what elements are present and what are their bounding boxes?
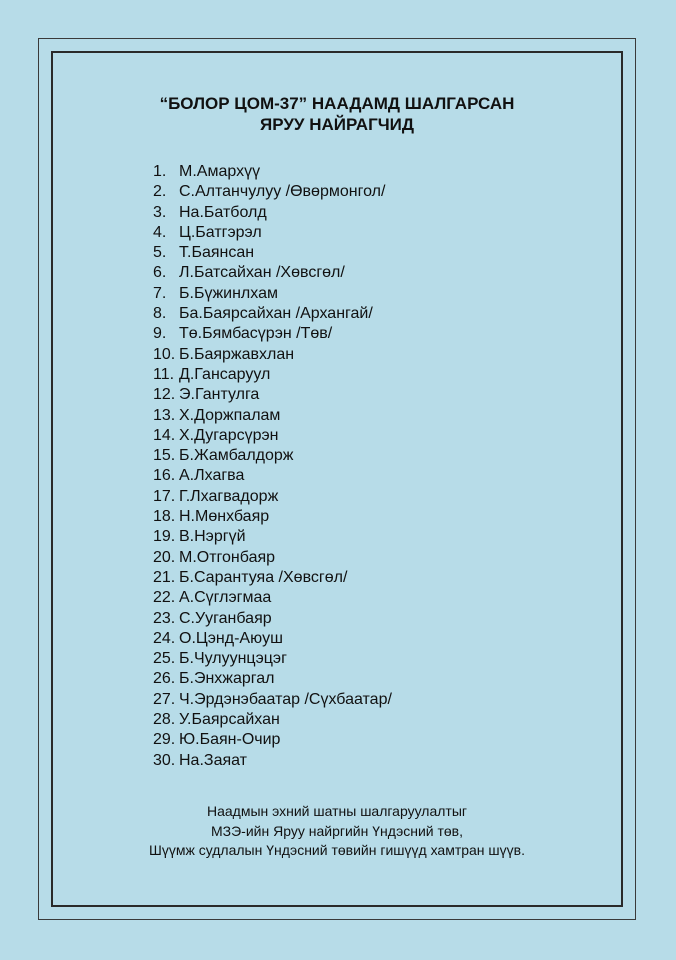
list-item-name: Г.Лхагвадорж	[179, 487, 279, 505]
list-item	[153, 690, 392, 710]
list-item-name: У.Баярсайхан	[179, 711, 280, 729]
list-item-name: Б.Бүжинлхам	[179, 284, 278, 302]
list-item	[153, 345, 392, 365]
list-item-number: 5.	[153, 244, 167, 262]
list-item-name: М.Амархүү	[179, 163, 261, 180]
list-item-name: В.Нэргүй	[179, 528, 246, 546]
list-item-name: Ба.Баярсайхан /Архангай/	[179, 305, 373, 323]
list-item	[153, 284, 392, 304]
list-item-number: 4.	[153, 223, 167, 241]
list-item-name: Л.Батсайхан /Хөвсгөл/	[179, 264, 345, 282]
list-item-name: Ю.Баян-Очир	[179, 731, 281, 749]
list-item-name: Б.Энхжаргал	[179, 670, 275, 688]
list-item-number: 9.	[153, 325, 167, 343]
list-item	[153, 365, 392, 385]
list-item	[153, 649, 392, 669]
list-item-number: 8.	[153, 305, 167, 323]
list-item-number: 21.	[153, 568, 176, 586]
list-item-name: Б.Баяржавхлан	[179, 345, 295, 363]
list-item-number: 15.	[153, 447, 176, 465]
outer-border	[38, 38, 636, 920]
list-item-number: 24.	[153, 629, 176, 647]
list-item-number: 25.	[153, 650, 176, 668]
list-item	[153, 507, 392, 527]
list-item	[153, 182, 392, 202]
list-item-number: 11.	[153, 365, 175, 383]
list-item	[153, 568, 392, 588]
list-item-number: 19.	[153, 528, 176, 546]
list-item-name: Д.Гансаруул	[179, 365, 271, 383]
list-item	[153, 203, 392, 223]
list-item-number: 12.	[153, 386, 176, 404]
list-item	[153, 426, 392, 446]
list-item-number: 6.	[153, 264, 167, 282]
list-item	[153, 162, 392, 182]
list-item-name: О.Цэнд-Аюуш	[179, 629, 283, 647]
list-item-name: Н.Мөнхбаяр	[179, 508, 270, 526]
list-item-number: 14.	[153, 426, 176, 444]
list-item-number: 23.	[153, 609, 176, 627]
list-item-name: А.Лхагва	[179, 467, 245, 485]
list-item	[153, 588, 392, 608]
list-item	[153, 324, 392, 344]
list-item-number: 22.	[153, 589, 176, 607]
footer-line-1: Наадмын эхний шатны шалгаруулалтыг	[206, 803, 467, 819]
list-item-name: А.Сүглэгмаа	[179, 589, 272, 607]
list-item-name: Ч.Эрдэнэбаатар /Сүхбаатар/	[179, 690, 392, 708]
list-item	[153, 751, 392, 771]
list-item	[153, 446, 392, 466]
list-item-number: 13.	[153, 406, 176, 424]
footer-line-3: Шүүмж судлалын Үндэсний төвийн гишүүд хамтран шүүв.	[148, 842, 525, 858]
list-item	[153, 710, 392, 730]
list-item-name: На.Заяат	[179, 751, 247, 769]
poet-list	[153, 162, 392, 771]
page-title	[53, 93, 621, 135]
list-item	[153, 609, 392, 629]
list-item-name: С.Ууганбаяр	[179, 609, 272, 627]
list-item-name: Х.Доржпалам	[179, 406, 281, 424]
title-line-2: ЯРУУ НАЙРАГЧИД	[259, 115, 414, 134]
title-line-1: “БОЛОР ЦОМ-37” НААДАМД ШАЛГАРСАН	[159, 94, 515, 113]
list-item	[153, 223, 392, 243]
list-item-number: 17.	[153, 487, 176, 505]
list-item	[153, 263, 392, 283]
list-item	[153, 527, 392, 547]
list-item-number: 3.	[153, 203, 167, 221]
list-item-number: 10.	[153, 345, 176, 363]
list-item-name: Б.Сарантуяа /Хөвсгөл/	[179, 568, 348, 586]
list-item-name: Б.Чулуунцэцэг	[179, 650, 287, 668]
list-item	[153, 466, 392, 486]
list-item-number: 16.	[153, 467, 176, 485]
list-item-name: Х.Дугарсүрэн	[179, 426, 279, 444]
list-item-name: Тө.Бямбасүрэн /Төв/	[179, 325, 333, 343]
list-item-number: 30.	[153, 751, 176, 769]
list-item	[153, 629, 392, 649]
list-item	[153, 385, 392, 405]
list-item-number: 27.	[153, 690, 176, 708]
list-item	[153, 243, 392, 263]
list-item-name: На.Батболд	[179, 203, 267, 221]
list-item-name: Э.Гантулга	[179, 386, 260, 404]
list-item-number: 1.	[153, 163, 167, 180]
list-item-number: 18.	[153, 508, 176, 526]
footer-note	[53, 802, 621, 861]
list-item	[153, 730, 392, 750]
list-item-name: С.Алтанчулуу /Өвөрмонгол/	[179, 183, 386, 201]
list-item-number: 28.	[153, 711, 176, 729]
footer-line-2: МЗЭ-ийн Яруу найргийн Үндэсний төв,	[211, 822, 463, 839]
list-item-number: 20.	[153, 548, 176, 566]
list-item-name: Ц.Батгэрэл	[179, 223, 262, 241]
list-item	[153, 669, 392, 689]
list-item-number: 26.	[153, 670, 176, 688]
list-item	[153, 406, 392, 426]
inner-border	[51, 51, 623, 907]
list-item-number: 2.	[153, 183, 167, 201]
list-item	[153, 548, 392, 568]
list-item-number: 7.	[153, 284, 167, 302]
list-item-name: М.Отгонбаяр	[179, 548, 276, 566]
list-item-number: 29.	[153, 731, 176, 749]
list-item-name: Т.Баянсан	[179, 244, 255, 262]
list-item	[153, 487, 392, 507]
list-item-name: Б.Жамбалдорж	[179, 447, 294, 465]
list-item	[153, 304, 392, 324]
